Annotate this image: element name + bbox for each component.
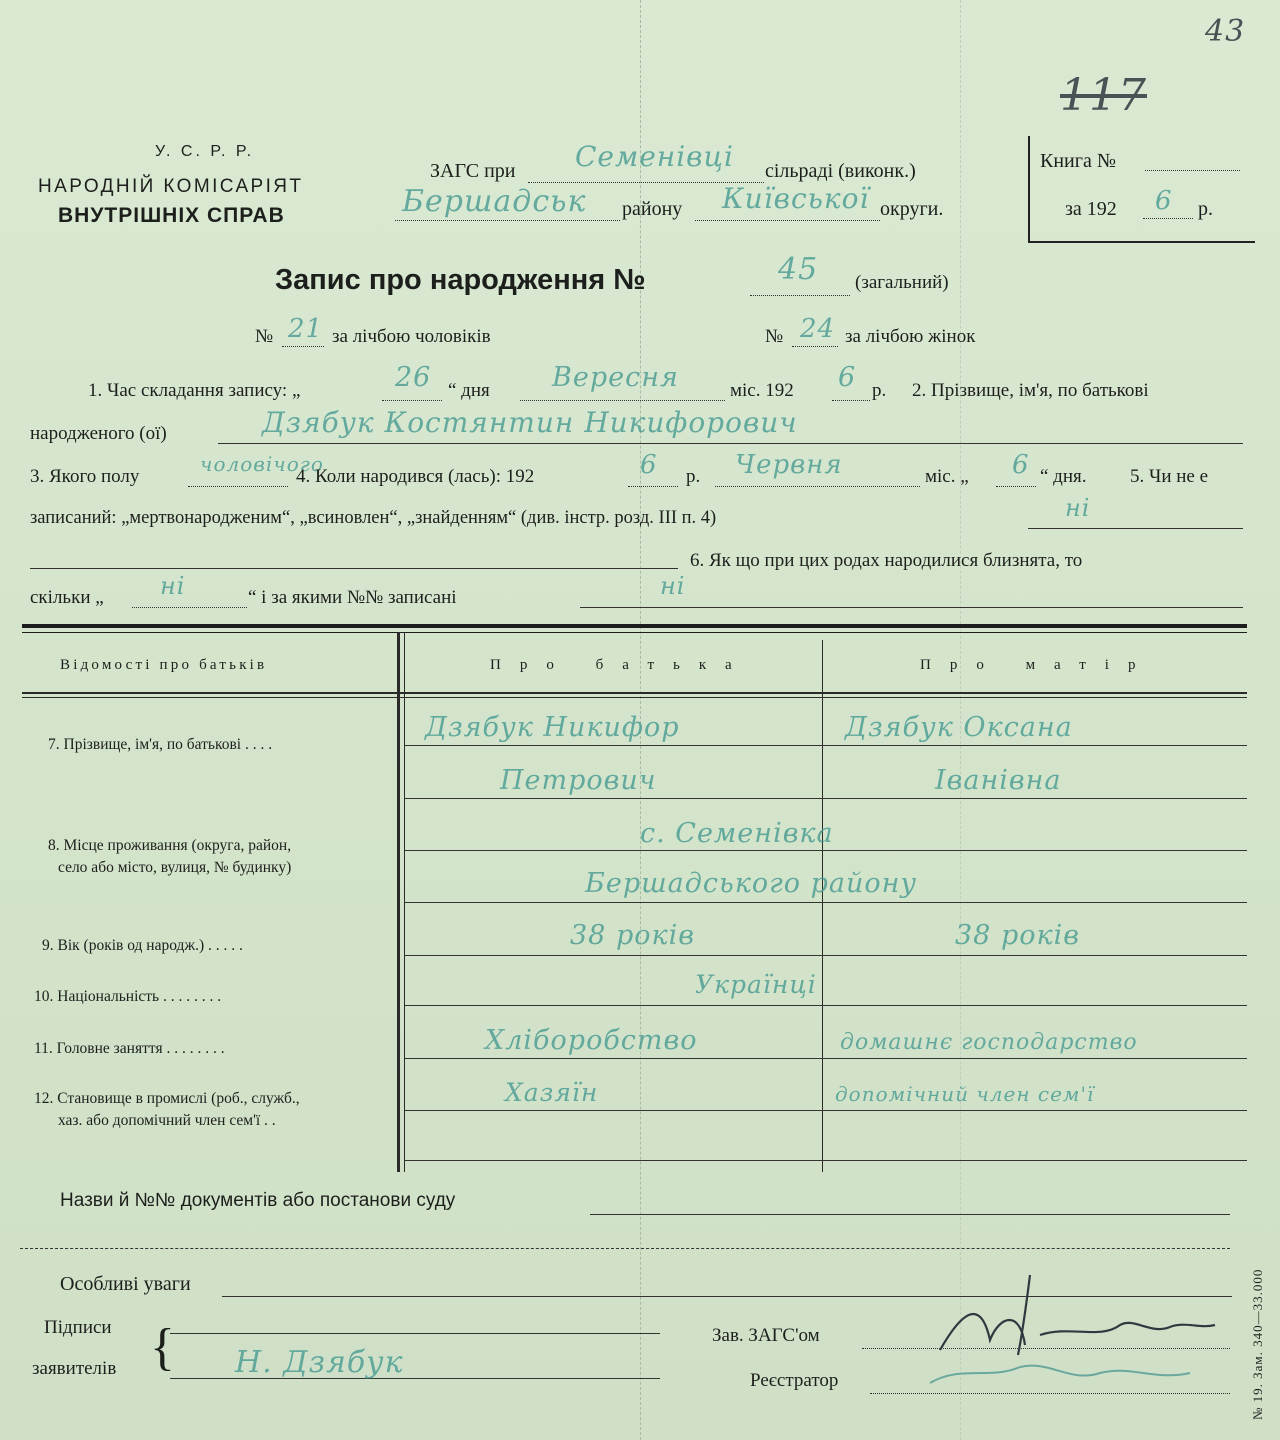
table-top-rule-thin xyxy=(22,632,1247,633)
zags-head-label: Зав. ЗАГС'ом xyxy=(712,1325,820,1346)
table-row-rule xyxy=(405,798,1247,799)
table-col-divider xyxy=(822,640,823,1172)
registrar-label: Реєстратор xyxy=(750,1370,839,1391)
table-row-rule xyxy=(405,1160,1247,1161)
field2-label: 2. Прізвище, ім'я, по батькові xyxy=(912,380,1149,401)
row-label-residence: 8. Місце проживання (округа, район, xyxy=(48,837,292,854)
crossed-number: 117 xyxy=(1060,70,1147,121)
residence-district-value: Бершадського району xyxy=(585,868,918,899)
official-signatures xyxy=(920,1255,1230,1400)
ussr-label: У. С. Р. Р. xyxy=(155,143,255,160)
signatures-label: Підписи xyxy=(44,1317,112,1338)
row-label-status-2: хаз. або допомічний член сем'ї . . xyxy=(58,1112,276,1129)
table-row-rule xyxy=(405,1005,1247,1006)
residence-village-value: с. Семенівка xyxy=(640,818,834,849)
field1-day-line xyxy=(382,400,442,401)
field4-year-label: р. xyxy=(686,466,701,487)
row-label-nationality: 10. Національність . . . . . . . . xyxy=(34,988,222,1005)
field6-label2a: скільки „ xyxy=(30,587,104,608)
field1-month-line xyxy=(520,400,725,401)
women-label: за лічбою жінок xyxy=(845,326,976,347)
field5-label: 5. Чи не е xyxy=(1130,466,1209,487)
page-number: 43 xyxy=(1205,14,1246,49)
table-row-rule xyxy=(405,1110,1247,1111)
mother-name-value: Дзябук Оксана xyxy=(845,712,1073,743)
field5-continuation-line xyxy=(30,568,678,569)
zags-label: ЗАГС при xyxy=(430,160,516,182)
men-no-prefix: № xyxy=(255,326,274,347)
record-number-value: 45 xyxy=(778,252,819,287)
zags-village-value: Семенівці xyxy=(575,140,734,173)
district-line xyxy=(395,220,620,221)
record-title: Запис про народження № xyxy=(275,264,646,296)
field4-day-line xyxy=(996,486,1036,487)
mother-occupation-value: домашнє господарство xyxy=(840,1030,1138,1055)
okrug-value: Київської xyxy=(722,182,870,215)
field1-year-line xyxy=(832,400,870,401)
table-header-rule xyxy=(22,692,1247,694)
okrug-line xyxy=(695,220,880,221)
field4-year-line xyxy=(628,486,678,487)
table-row-rule xyxy=(405,745,1247,746)
book-label: Книга № xyxy=(1040,150,1116,172)
field6-nums-line xyxy=(580,607,1243,608)
col-header-parents: Відомості про батьків xyxy=(60,657,268,673)
field4-day-label: “ дня. xyxy=(1040,466,1087,487)
mother-age-value: 38 років xyxy=(955,920,1080,951)
field1-day-label: “ дня xyxy=(448,380,490,401)
mother-patronymic-value: Іванівна xyxy=(935,765,1062,796)
father-name-value: Дзябук Никифор xyxy=(425,712,680,743)
row-label-occupation: 11. Головне заняття . . . . . . . . xyxy=(34,1040,225,1057)
field1-year-value: 6 xyxy=(838,362,857,393)
field6-label: 6. Як що при цих родах народилися близнята, то xyxy=(690,550,1083,571)
father-occupation-value: Хліборобство xyxy=(485,1025,698,1056)
field6-count-value: ні xyxy=(160,572,186,600)
field6-nums-value: ні xyxy=(660,572,686,600)
table-row-rule xyxy=(405,955,1247,956)
field1-day-value: 26 xyxy=(395,362,432,393)
book-number-line xyxy=(1145,170,1240,171)
book-year-line xyxy=(1143,218,1193,219)
field6-count-line xyxy=(132,607,247,608)
field6-label2b: “ і за якими №№ записані xyxy=(248,587,457,608)
notes-label: Особливі уваги xyxy=(60,1273,191,1295)
table-row-rule xyxy=(405,1058,1247,1059)
field3-line xyxy=(188,486,288,487)
docs-label: Назви й №№ документів або постанови суду xyxy=(60,1190,456,1211)
applicant-signature: Н. Дзябук xyxy=(235,1345,404,1380)
father-status-value: Хазяїн xyxy=(505,1078,599,1107)
book-year-suffix: р. xyxy=(1198,198,1213,220)
record-title-suffix: (загальний) xyxy=(855,272,949,293)
field3-sex-value: чоловічого xyxy=(200,452,324,476)
field2-name-value: Дзябук Костянтин Никифорович xyxy=(262,406,798,439)
row-label-status: 12. Становище в промислі (роб., служб., xyxy=(34,1090,300,1107)
applicants-label: заявителів xyxy=(32,1358,117,1379)
field5-label2: записаний: „мертвонародженим“, „всиновлен“, „знайденням“ (див. інстр. розд. III п. 4) xyxy=(30,508,717,528)
row-label-name: 7. Прізвище, ім'я, по батькові . . . . xyxy=(48,736,273,753)
signature-line-1 xyxy=(170,1333,660,1334)
father-age-value: 38 років xyxy=(570,920,695,951)
field5-line xyxy=(1028,528,1243,529)
field4-label: 4. Коли народився (лась): 192 xyxy=(296,466,535,487)
field1-year-label: р. xyxy=(872,380,887,401)
mother-status-value: допомічний член сем'ї xyxy=(835,1082,1095,1106)
signature-bracket: { xyxy=(150,1319,175,1376)
women-no-prefix: № xyxy=(765,326,784,347)
field1-label: 1. Час складання запису: „ xyxy=(88,380,301,401)
row-label-residence-2: село або місто, вулиця, № будинку) xyxy=(58,859,292,876)
col-header-father: Про батька xyxy=(490,657,751,673)
record-number-line xyxy=(750,295,850,296)
silradi-label: сільраді (виконк.) xyxy=(765,160,916,182)
table-header-rule-thin xyxy=(22,697,1247,698)
field4-month-label: міс. „ xyxy=(925,466,969,487)
field2-line xyxy=(218,443,1243,444)
district-label: району xyxy=(622,198,683,220)
field2-label2: народженого (ої) xyxy=(30,423,167,444)
book-year-label: за 192 xyxy=(1065,198,1117,220)
field4-year-value: 6 xyxy=(640,450,658,480)
field4-month-line xyxy=(715,486,920,487)
docs-line-2 xyxy=(20,1248,1230,1249)
table-col-divider xyxy=(397,632,400,1172)
field4-month-value: Червня xyxy=(735,450,843,480)
commissariat-line2: ВНУТРІШНІХ СПРАВ xyxy=(58,204,285,227)
print-code: № 19. Зам. 340—33.000 xyxy=(1250,1268,1265,1420)
commissariat-line1: НАРОДНІЙ КОМІСАРІЯТ xyxy=(38,176,304,197)
men-label: за лічбою чоловіків xyxy=(332,326,491,347)
father-patronymic-value: Петрович xyxy=(500,765,657,796)
col-header-mother: Про матір xyxy=(920,657,1155,673)
field1-month-value: Вересня xyxy=(552,362,679,393)
row-label-age: 9. Вік (років од народж.) . . . . . xyxy=(42,937,243,954)
okrug-label: округи. xyxy=(880,198,944,220)
men-no-value: 21 xyxy=(288,314,324,344)
women-no-line xyxy=(792,346,838,347)
docs-line xyxy=(590,1214,1230,1215)
women-no-value: 24 xyxy=(800,314,836,344)
men-no-line xyxy=(282,346,324,347)
nationality-value: Українці xyxy=(695,970,817,999)
table-top-rule xyxy=(22,624,1247,628)
table-row-rule xyxy=(405,850,1247,851)
district-value: Бершадськ xyxy=(402,184,587,219)
field3-label: 3. Якого полу xyxy=(30,466,140,487)
book-year-value: 6 xyxy=(1155,186,1173,216)
field5-value: ні xyxy=(1065,494,1091,522)
table-row-rule xyxy=(405,902,1247,903)
field4-day-value: 6 xyxy=(1012,450,1030,480)
field1-month-label: міс. 192 xyxy=(730,380,794,401)
